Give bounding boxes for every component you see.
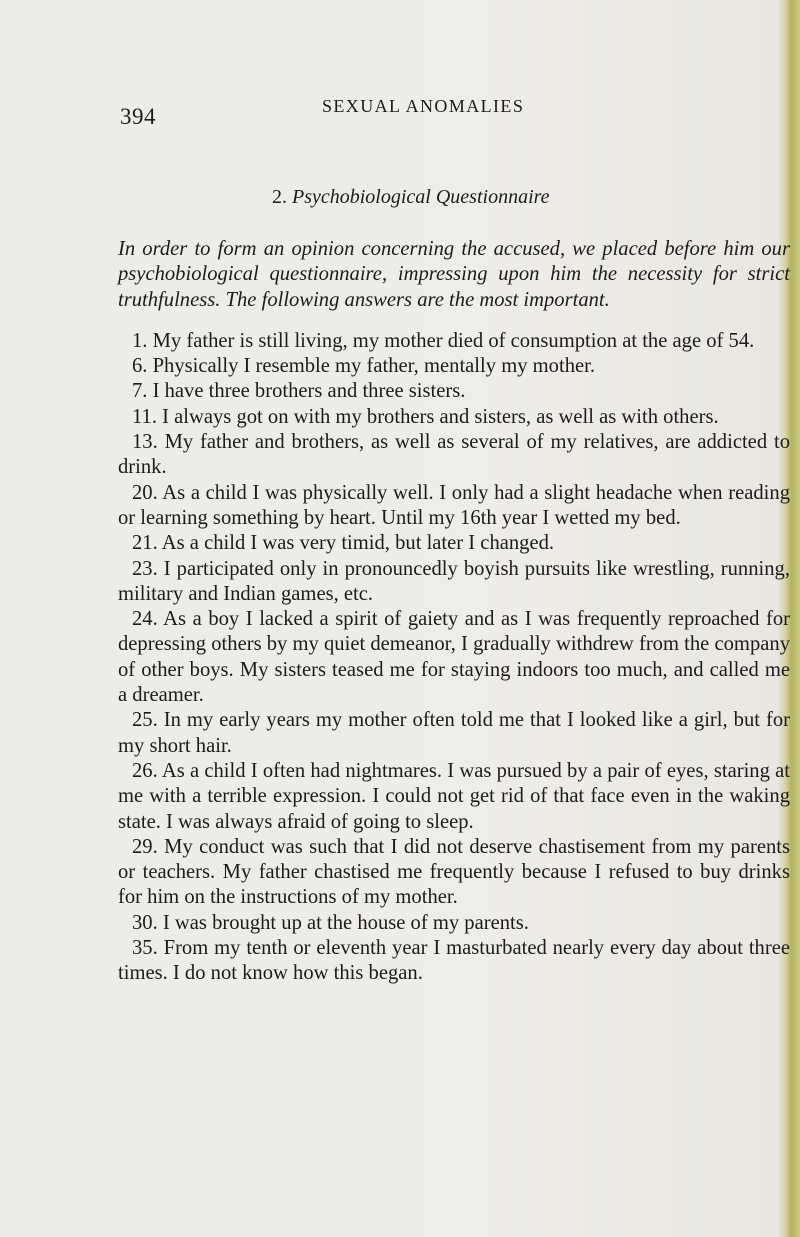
body-text — [118, 237, 790, 987]
answer-paragraph: 6. Physically I resemble my father, mentally my mother. — [132, 355, 595, 378]
section-title — [272, 186, 550, 209]
answer-paragraph: 21. As a child I was very timid, but later I changed. — [132, 532, 555, 555]
page-number: 394 — [120, 104, 156, 129]
section-number: 2. — [272, 186, 287, 208]
answer-paragraph: 13. My father and brothers, as well as several of my relatives, are addicted to drink. — [118, 431, 790, 479]
section-title-text: Psychobiological Questionnaire — [292, 186, 550, 208]
answer-paragraph: 23. I participated only in pronouncedly boyish pursuits like wrestling, running, military and Indian games, etc. — [118, 557, 790, 605]
answer-paragraph: 1. My father is still living, my mother died of consumption at the age of 54. — [132, 329, 755, 352]
answer-paragraph: 35. From my tenth or eleventh year I masturbated nearly every day about three times. I do not know how this began. — [118, 937, 790, 985]
answer-paragraph: 26. As a child I often had nightmares. I was pursued by a pair of eyes, staring at me with a terrible expression. I could not get rid of that face even in the waking state. I was always afraid of going to sleep. — [118, 759, 790, 833]
answer-paragraph: 29. My conduct was such that I did not deserve chastisement from my parents or teachers. My father chastised me frequently because I refused to buy drinks for him on the instructions of my mother. — [118, 835, 790, 909]
answer-paragraph: 25. In my early years my mother often told me that I looked like a girl, but for my short hair. — [118, 709, 790, 757]
answer-paragraph: 11. I always got on with my brothers and sisters, as well as with others. — [132, 405, 719, 428]
answer-paragraph: 7. I have three brothers and three sisters. — [132, 380, 466, 403]
running-head: SEXUAL ANOMALIES — [322, 96, 525, 116]
answer-paragraph: 20. As a child I was physically well. I only had a slight headache when reading or learning something by heart. Until my 16th year I wetted my bed. — [118, 481, 790, 529]
answer-paragraph: 30. I was brought up at the house of my parents. — [132, 911, 529, 934]
answer-paragraph: 24. As a boy I lacked a spirit of gaiety and as I was frequently reproached for depressing others by my quiet demeanor, I gradually withdrew from the company of other boys. My sisters teased me for staying indoors too much, and called me a dreamer. — [118, 608, 790, 707]
intro-paragraph: In order to form an opinion concerning the accused, we placed before him our psychobiological questionnaire, impressing upon him the necessity for strict truthfulness. The following answers are the most important. — [118, 238, 790, 311]
